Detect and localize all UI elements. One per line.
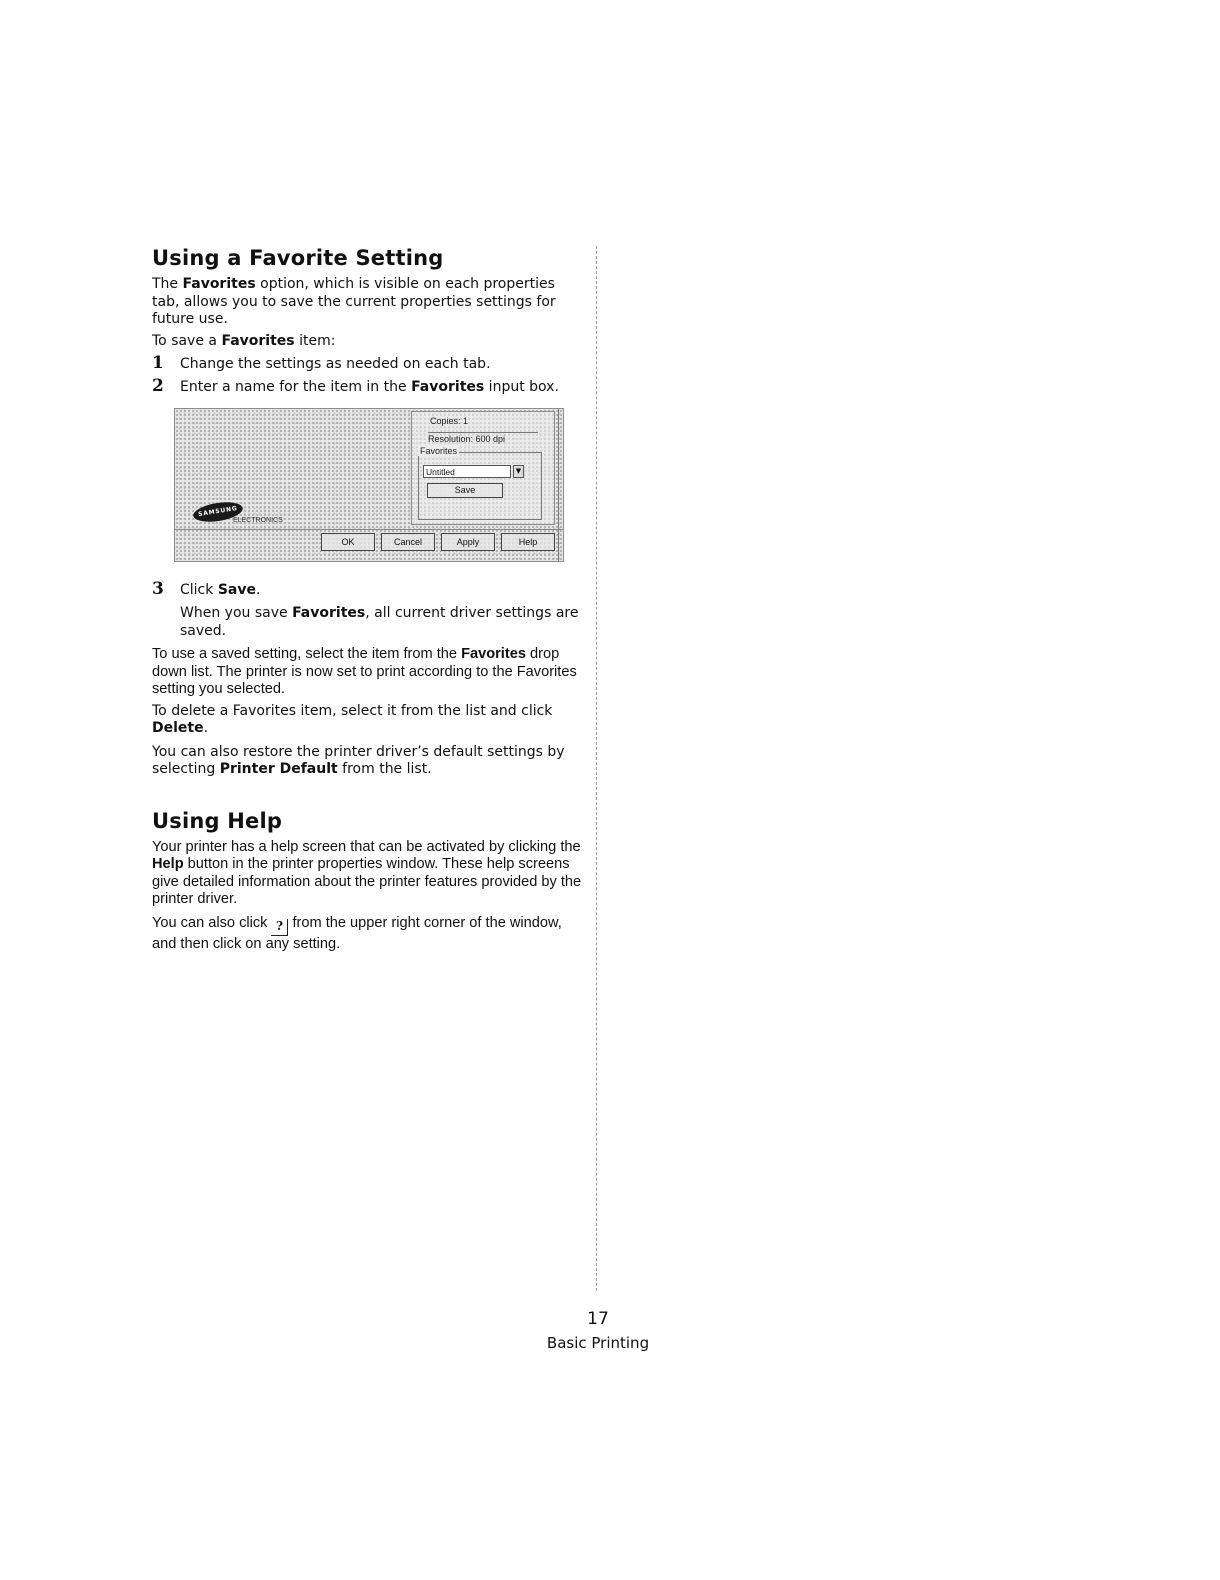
step-text: Change the settings as needed on each tab.	[180, 356, 491, 372]
use-saved-paragraph: To use a saved setting, select the item from the Favorites drop down list. The printer is now set to print according to the Favorites setting you selected.	[152, 646, 577, 697]
step-text: Enter a name for the item in the Favorites input box.	[180, 379, 559, 395]
step-3	[152, 578, 584, 601]
step-number: 3	[152, 579, 164, 599]
properties-summary-panel	[411, 411, 555, 525]
dialog-edge	[558, 409, 559, 561]
samsung-logo: SAMSUNG	[192, 499, 244, 525]
section-title-help: Using Help	[152, 808, 283, 833]
resolution-readout: Resolution: 600 dpi	[428, 432, 538, 444]
dialog-button-bar	[175, 529, 563, 530]
page-number: 17	[587, 1309, 609, 1329]
step-3-note: When you save Favorites, all current driver settings are saved.	[180, 605, 579, 639]
help-button[interactable]: Help	[501, 533, 555, 551]
delete-paragraph: To delete a Favorites item, select it from the list and click Delete.	[152, 702, 553, 736]
help-paragraph: Your printer has a help screen that can be activated by clicking the Help button in the printer properties window. These help screens give detailed information about the printer features provided by the printer driver.	[152, 838, 582, 907]
apply-button[interactable]: Apply	[441, 533, 495, 551]
help-question-icon: ?	[271, 919, 288, 936]
samsung-logo-subtext: ELECTRONICS	[233, 517, 283, 524]
step-2	[152, 375, 584, 398]
to-save-paragraph: To save a Favorites item:	[152, 332, 336, 349]
section-title-favorites: Using a Favorite Setting	[152, 246, 444, 270]
printer-properties-screenshot	[174, 408, 564, 562]
main-column	[152, 244, 584, 953]
chevron-down-icon[interactable]: ▼	[513, 465, 524, 478]
step-number: 2	[152, 376, 164, 396]
cancel-button[interactable]: Cancel	[381, 533, 435, 551]
favorites-group-label: Favorites	[420, 446, 458, 456]
favorites-input[interactable]: Untitled	[423, 465, 511, 478]
restore-paragraph: You can also restore the printer driver’s default settings by selecting Printer Default from the list.	[152, 743, 565, 777]
save-button[interactable]: Save	[427, 483, 503, 498]
favorites-intro-paragraph: The Favorites option, which is visible on each properties tab, allows you to save the current properties settings for future use.	[152, 276, 556, 327]
help-icon-paragraph: You can also click ? from the upper right corner of the window, and then click on any setting.	[152, 914, 562, 952]
step-text: Click Save.	[180, 582, 261, 598]
step-number: 1	[152, 353, 164, 373]
footer-section-name: Basic Printing	[546, 1334, 650, 1352]
favorites-group	[418, 452, 542, 520]
column-divider	[596, 246, 597, 1291]
copies-readout: Copies: 1	[430, 416, 469, 426]
ok-button[interactable]: OK	[321, 533, 375, 551]
step-1	[152, 352, 584, 375]
